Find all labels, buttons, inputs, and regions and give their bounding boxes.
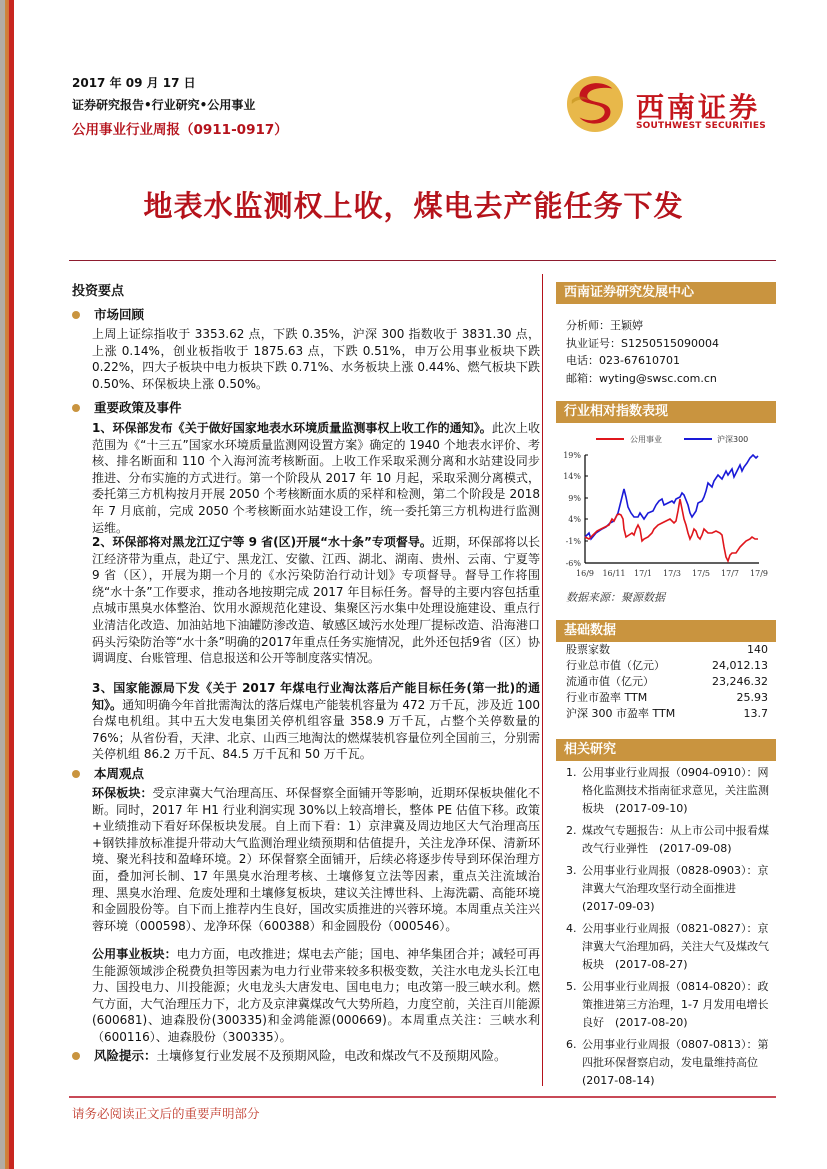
svg-text:公用事业: 公用事业 bbox=[630, 435, 662, 444]
basic-data-row bbox=[566, 690, 768, 706]
main-title: 地表水监测权上收，煤电去产能任务下发 bbox=[143, 189, 684, 223]
svg-text:16/9: 16/9 bbox=[576, 569, 594, 578]
svg-text:17/3: 17/3 bbox=[663, 569, 681, 578]
item-text: 公用事业行业周报（0904-0910）：网格化监测技术指南征求意见，关注监测板块 (2017-09-10) bbox=[582, 766, 769, 815]
bullet-dot-icon bbox=[72, 311, 80, 319]
analyst-email[interactable]: 邮箱：wyting@swsc.com.cn bbox=[566, 371, 717, 385]
policy-item-2 bbox=[92, 534, 540, 667]
relative-index-chart bbox=[556, 425, 776, 595]
svg-text:17/5: 17/5 bbox=[692, 569, 710, 578]
view-utility bbox=[92, 946, 540, 1046]
risk-lead: 风险提示： bbox=[94, 1048, 157, 1063]
policy-item-text: 此次上收范围为《“十三五”国家水环境质量监测网设置方案》确定的 1940 个地表水评价、考核、排名断面和 110 个入海河流考核断面。上收工作采取采测分离和水站建设同步推进、分布实施的方式进行。第一个阶段从 2017 年 10 月起，采取采测分离模式，委托第三方机构按月开展 2050 个考核断面水质的采样和检测，第二个阶段是 2018 年 7 月底前，完成 2050 个考核断面水站建设工作，统一委托第三方机构进行监测运维。 bbox=[92, 421, 540, 535]
bullet-heading: 本周观点 bbox=[94, 766, 145, 781]
disclaimer-notice: 请务必阅读正文后的重要声明部分 bbox=[72, 1106, 260, 1121]
research-center-header: 西南证券研究发展中心 bbox=[556, 282, 776, 304]
item-text: 公用事业行业周报（0807-0813）：第四批环保督察启动，发电量维持高位 (2017-08-14) bbox=[582, 1038, 769, 1087]
item-number: 2. bbox=[566, 824, 577, 837]
svg-text:-6%: -6% bbox=[565, 559, 581, 568]
column-divider bbox=[542, 274, 543, 1086]
related-research-list bbox=[566, 764, 771, 1094]
section-title: 投资要点 bbox=[72, 284, 125, 299]
southwest-securities-logo-icon bbox=[566, 75, 624, 133]
risk-text: 土壤修复行业发展不及预期风险，电改和煤改气不及预期风险。 bbox=[156, 1048, 507, 1063]
policy-item-lead: 1、环保部发布《关于做好国家地表水环境质量监测事权上收工作的通知》。 bbox=[92, 421, 492, 435]
series-hs300-line bbox=[585, 455, 758, 539]
svg-text:-1%: -1% bbox=[565, 537, 581, 546]
basic-data-row bbox=[566, 706, 768, 722]
row-label: 流通市值（亿元） bbox=[566, 675, 654, 688]
view-environment bbox=[92, 785, 540, 934]
related-research-header: 相关研究 bbox=[556, 739, 776, 761]
item-text: 公用事业行业周报（0828-0903）：京津冀大气治理攻坚行动全面推进 (2017-09-03) bbox=[582, 864, 769, 913]
bullet-market-review bbox=[72, 305, 144, 323]
item-text: 公用事业行业周报（0814-0820）：政策推进第三方治理，1-7 月发用电增长良好 (2017-08-20) bbox=[582, 980, 769, 1029]
bullet-heading: 市场回顾 bbox=[94, 307, 145, 322]
analyst-phone: 电话：023-67610701 bbox=[566, 354, 680, 367]
policy-item-text: 近期，环保部将以长江经济带为重点，赴辽宁、黑龙江、安徽、江西、湖北、湖南、贵州、云南、宁夏等 9 省（区），开展为期一个月的《水污染防治行动计划》专项督导。督导工作将围绕“水十条”工作要求，推动各地按期完成 2017 年目标任务。督导的主要内容包括重点城市黑臭水体整治、饮用水源规范化建设、集聚区污水集中处理设施建设、重点行业清洁化改造、加油站地下油罐防渗改造、敏感区域污水处理厂提标改造、沿海港口码头污染防治等“水十条”明确的2017年重点任务实施情况，此外还包括9省（区）协调调度、台账管理、信息报送和公开等制度落实情况。 bbox=[92, 535, 540, 666]
view-lead: 环保板块： bbox=[92, 786, 153, 800]
row-label: 沪深 300 市盈率 TTM bbox=[566, 707, 676, 720]
page-edge-stripe-red bbox=[9, 0, 14, 1169]
view-text: 电力方面，电改推进；煤电去产能；国电、神华集团合并；减轻可再生能源领域涉企税费负担等因素为电力行业带来较多积极变数，关注水电龙头长江电力、国投电力、川投能源；火电龙头大唐发电、国电电力；电改第一股三峡水利。燃气方面，大气治理压力下，北方及京津冀煤改气大势所趋，力度空前，关注百川能源(600681)、迪森股份(300335)和金鸿能源(000669)。本周重点关注：三峡水利（600116）、迪森股份（300335）。 bbox=[92, 947, 540, 1044]
svg-text:沪深300: 沪深300 bbox=[717, 435, 749, 444]
analyst-info bbox=[566, 317, 719, 387]
report-category: 证券研究报告•行业研究•公用事业 bbox=[72, 98, 256, 112]
footer-divider bbox=[69, 1096, 776, 1098]
bullet-dot-icon bbox=[72, 770, 80, 778]
bullet-risk bbox=[72, 1046, 507, 1064]
basic-data-header: 基础数据 bbox=[556, 620, 776, 642]
series-utility-line bbox=[585, 499, 758, 561]
market-review-text: 上周上证综指收于 3353.62 点，下跌 0.35%，沪深 300 指数收于 3831.30 点，上涨 0.14%，创业板指收于 1875.63 点，下跌 0.51%，申万公用事业板块下跌 0.22%，四大子板块中电力板块下跌 0.71%、水务板块上涨 0.44%、燃气板块下跌 0.50%、环保板块上涨 0.50%。 bbox=[92, 327, 540, 391]
view-lead: 公用事业板块： bbox=[92, 947, 177, 961]
bullet-weekly-view bbox=[72, 764, 144, 782]
svg-text:9%: 9% bbox=[568, 494, 581, 503]
bullet-heading: 重要政策及事件 bbox=[94, 400, 182, 415]
basic-data-row bbox=[566, 674, 768, 690]
svg-text:14%: 14% bbox=[563, 472, 581, 481]
related-research-item[interactable] bbox=[566, 822, 771, 858]
policy-item-text: 通知明确今年首批需淘汰的落后煤电产能装机容量为 472 万千瓦，涉及近 100 台煤电机组。其中五大发电集团关停机组容量 358.9 万千瓦，占整个关停数量的 76%；从省份看，天津、北京、山西三地淘汰的燃煤装机容量位列全国前三，分别需关停机组 86.2 万千瓦、84.5 万千瓦和 50 万千瓦。 bbox=[92, 697, 540, 762]
svg-text:19%: 19% bbox=[563, 451, 581, 460]
item-number: 5. bbox=[566, 980, 577, 993]
related-research-item[interactable] bbox=[566, 920, 771, 974]
header-divider bbox=[69, 260, 776, 261]
report-date: 2017 年 09 月 17 日 bbox=[72, 76, 196, 90]
bullet-dot-icon bbox=[72, 404, 80, 412]
svg-text:17/9: 17/9 bbox=[750, 569, 768, 578]
analyst-license: 执业证号：S1250515090004 bbox=[566, 336, 719, 350]
logo-cn-text: 西南证券 bbox=[636, 91, 761, 124]
analyst-name: 分析师：王颖婷 bbox=[566, 319, 643, 332]
row-value: 24,012.13 bbox=[712, 659, 768, 672]
basic-data-row bbox=[566, 642, 768, 658]
row-value: 25.93 bbox=[736, 691, 768, 704]
item-number: 6. bbox=[566, 1038, 577, 1051]
chart-data-source: 数据来源：聚源数据 bbox=[566, 591, 665, 604]
related-research-item[interactable] bbox=[566, 978, 771, 1032]
related-research-item[interactable] bbox=[566, 862, 771, 916]
item-text: 煤改气专题报告：从上市公司中报看煤改气行业弹性 (2017-09-08) bbox=[582, 824, 769, 855]
basic-data-table bbox=[566, 642, 768, 722]
bullet-policy bbox=[72, 398, 182, 416]
svg-text:17/1: 17/1 bbox=[634, 569, 652, 578]
svg-text:16/11: 16/11 bbox=[602, 569, 626, 578]
row-label: 行业市盈率 TTM bbox=[566, 691, 648, 704]
item-number: 4. bbox=[566, 922, 577, 935]
policy-item-lead: 2、环保部将对黑龙江辽宁等 9 省(区)开展“水十条”专项督导。 bbox=[92, 535, 432, 549]
index-performance-header: 行业相对指数表现 bbox=[556, 401, 776, 423]
policy-item-lead: 3、国家能源局下发《关于 2017 年煤电行业淘汰落后产能目标任务(第一批)的通知》。 bbox=[92, 681, 540, 712]
policy-item-3 bbox=[92, 680, 540, 763]
basic-data-row bbox=[566, 658, 768, 674]
svg-text:17/7: 17/7 bbox=[721, 569, 739, 578]
row-value: 13.7 bbox=[743, 707, 768, 720]
logo-en-text: SOUTHWEST SECURITIES bbox=[636, 121, 766, 131]
row-value: 140 bbox=[747, 643, 768, 656]
related-research-item[interactable] bbox=[566, 764, 771, 818]
svg-text:4%: 4% bbox=[568, 515, 581, 524]
policy-item-1 bbox=[92, 420, 540, 536]
item-number: 3. bbox=[566, 864, 577, 877]
item-number: 1. bbox=[566, 766, 577, 779]
row-label: 股票家数 bbox=[566, 643, 610, 656]
related-research-item[interactable] bbox=[566, 1036, 771, 1090]
row-label: 行业总市值（亿元） bbox=[566, 659, 665, 672]
report-subtitle: 公用事业行业周报（0911-0917） bbox=[72, 122, 288, 138]
bullet-dot-icon bbox=[72, 1052, 80, 1060]
view-text: 受京津冀大气治理高压、环保督察全面铺开等影响，近期环保板块催化不断。同时，2017 年 H1 行业利润实现 30%以上较高增长，整体 PE 估值下移。政策+业绩推动下看好环保板块发展。自上而下看：1）京津冀及周边地区大气治理高压+钢铁排放标准提升带动大气监测治理业绩预期和估值提升，关注龙净环保、清新环境、聚光科技和盈峰环境。2）环保督察全面铺开，后续必将逐步传导到环保治理方面，叠加河长制、17 年黑臭水治理考核、土壤修复立法等因素，重点关注流域治理、黑臭水治理、危废处理和土壤修复板块，建议关注博世科、上海洗霸、高能环境和金圆股份等。自下而上推荐内生良好，国改实质推进的兴蓉环境。本周重点关注兴蓉环境（000598）、龙净环保（600388）和金圆股份（000546）。 bbox=[92, 786, 540, 933]
item-text: 公用事业行业周报（0821-0827）：京津冀大气治理加码，关注大气及煤改气板块 (2017-08-27) bbox=[582, 922, 769, 971]
row-value: 23,246.32 bbox=[712, 675, 768, 688]
